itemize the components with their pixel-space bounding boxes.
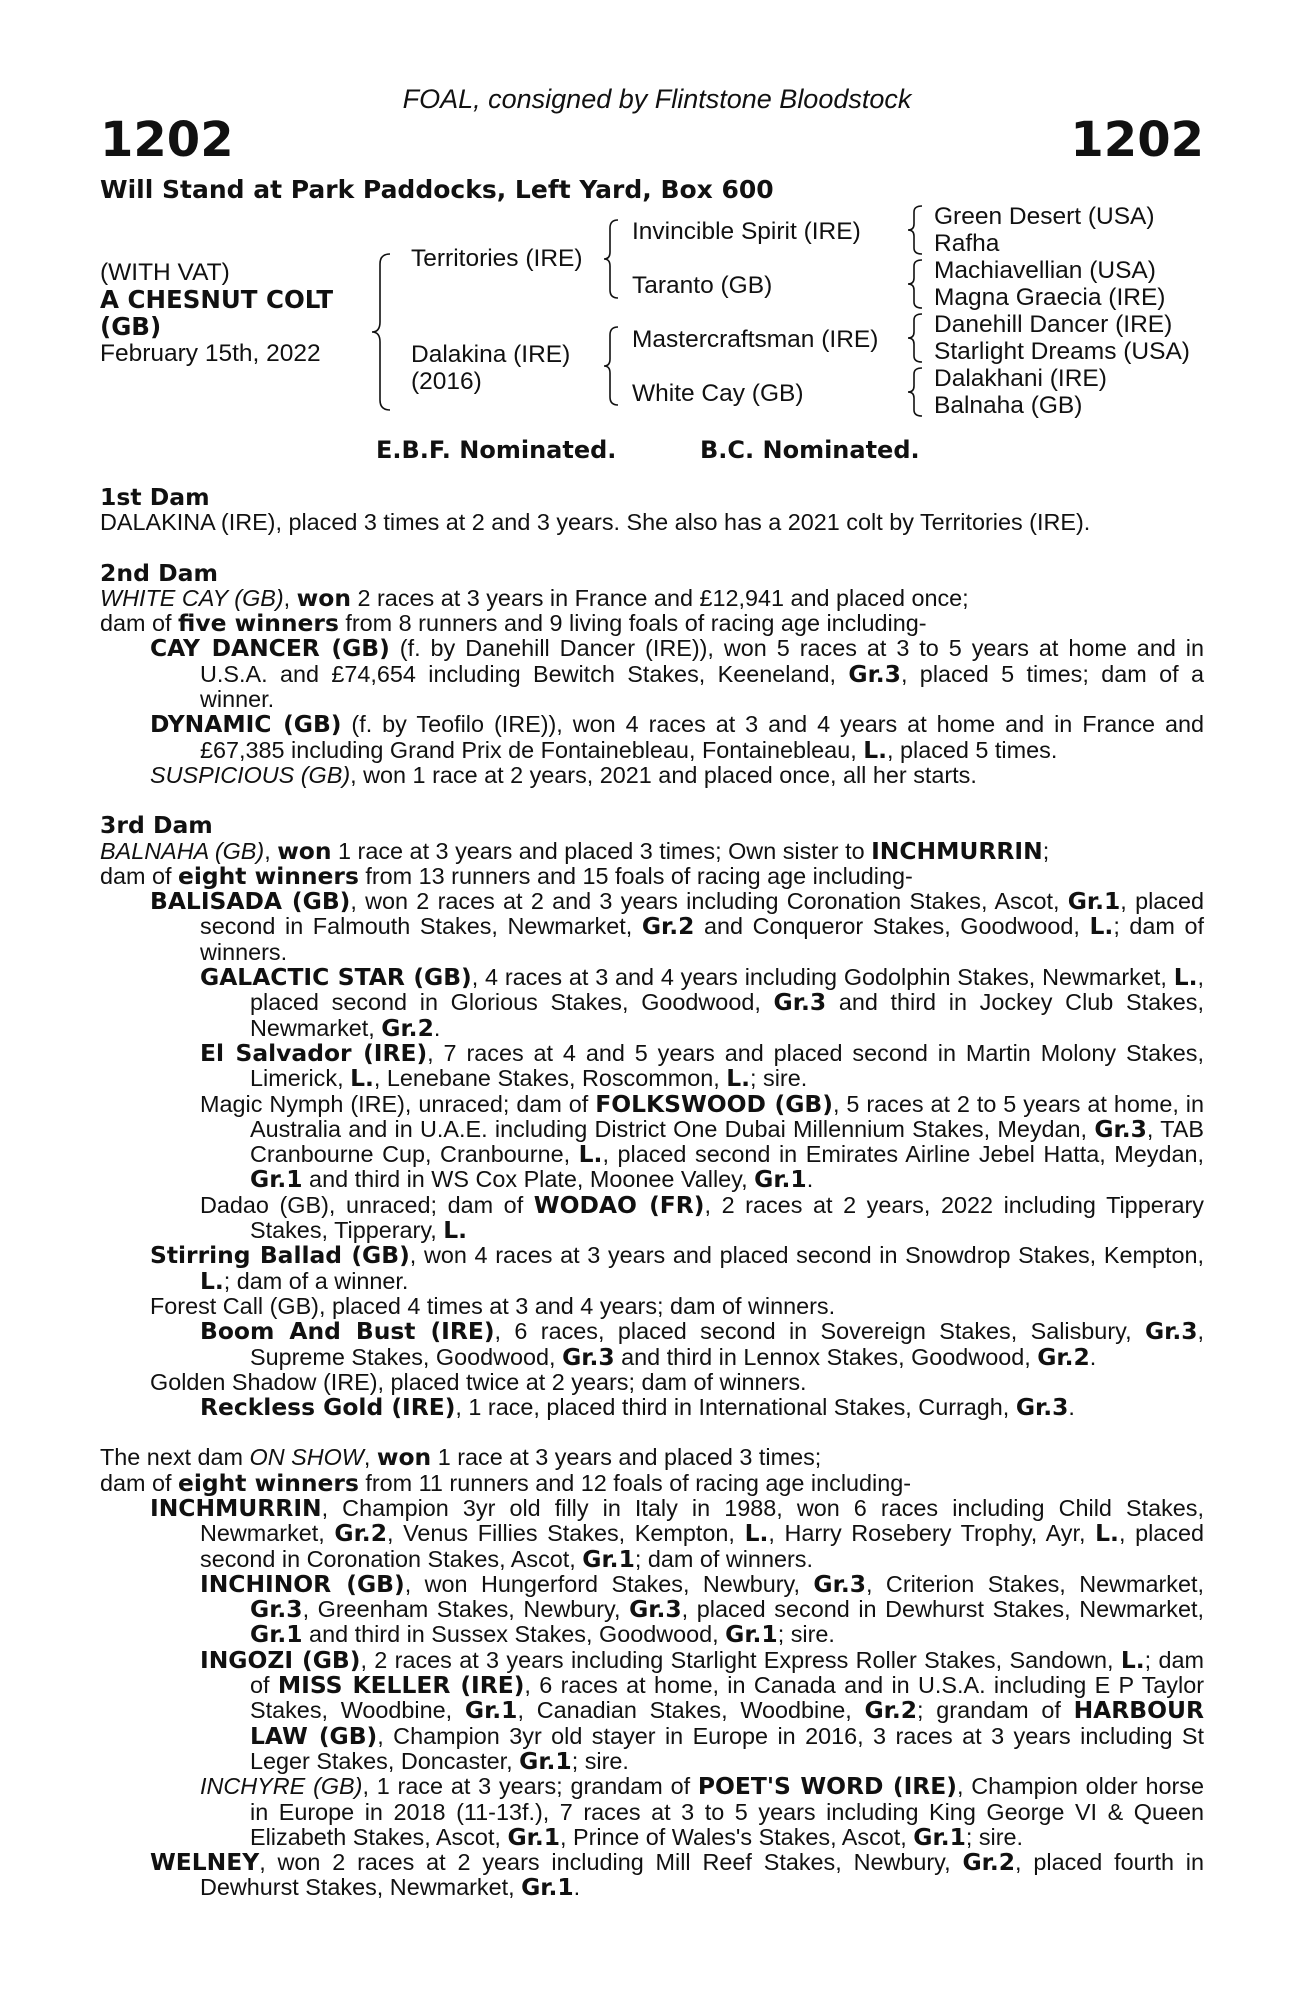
sire-dam: Taranto (GB) (632, 272, 773, 299)
produce-cay-dancer: CAY DANCER (GB) (f. by Danehill Dancer (IRE)), won 5 races at 3 to 5 years at home and in U.S.A. and £74,654 including Bewitch Stakes, Keeneland, Gr.3, placed 5 times; dam of a winner. (150, 634, 1205, 713)
produce-dynamic: DYNAMIC (GB) (f. by Teofilo (IRE)), won 4 races at 3 and 4 years at home and in France and £67,385 including Grand Prix de Fontainebleau, Fontainebleau, L., placed 5 times. (150, 710, 1204, 764)
produce-suspicious: SUSPICIOUS (GB), won 1 race at 2 years, 2021 and placed once, all her starts. (150, 761, 977, 788)
g-dsd: Starlight Dreams (USA) (934, 338, 1190, 365)
dam-year: (2016) (411, 368, 482, 395)
third-dam-heading: 3rd Dam (100, 811, 213, 840)
next-dam-intro: The next dam ON SHOW, won 1 race at 3 years and placed 3 times; dam of eight winners from 11 runners and 12 foals of racing age including- (100, 1443, 912, 1497)
pedigree-brace-4 (906, 366, 926, 418)
sire: Territories (IRE) (411, 245, 583, 272)
pedigree-brace-2 (906, 258, 926, 310)
dam-sire: Mastercraftsman (IRE) (632, 326, 879, 353)
foal-name: A CHESNUT COLT (100, 285, 334, 314)
stand-location: Will Stand at Park Paddocks, Left Yard, Box 600 (100, 175, 774, 204)
second-dam-heading: 2nd Dam (100, 558, 218, 587)
produce-inchyre: INCHYRE (GB), 1 race at 3 years; grandam of POET'S WORD (IRE), Champion older horse in Europe in 2018 (11-13f.), 7 races at 3 to 5 years including King George VI & Queen Elizabeth Stakes, Ascot, Gr.1, Prince of Wales's Stakes, Ascot, Gr.1; sire. (200, 1772, 1204, 1851)
produce-magic-nymph: Magic Nymph (IRE), unraced; dam of FOLKSWOOD (GB), 5 races at 2 to 5 years at home, in Australia and in U.A.E. including District One Dubai Millennium Stakes, Meydan, Gr.3, TAB Cranbourne Cup, Cranbourne, L., placed second in Emirates Airline Jebel Hatta, Meydan, Gr.1 and third in WS Cox Plate, Moonee Valley, Gr.1. (200, 1089, 1205, 1194)
dam-dam: White Cay (GB) (632, 380, 804, 407)
foal-dob: February 15th, 2022 (100, 340, 321, 367)
ebf-nomination: E.B.F. Nominated. (376, 436, 617, 464)
produce-golden-shadow: Golden Shadow (IRE), placed twice at 2 years; dam of winners. (150, 1368, 807, 1395)
g-sds: Machiavellian (USA) (934, 257, 1156, 284)
produce-dadao: Dadao (GB), unraced; dam of WODAO (FR), 2 races at 2 years, 2022 including Tipperary Stakes, Tipperary, L. (200, 1190, 1204, 1245)
g-dss: Danehill Dancer (IRE) (934, 311, 1173, 338)
second-dam-intro: WHITE CAY (GB), won 2 races at 3 years in France and £12,941 and placed once; dam of five winners from 8 runners and 9 living foals of racing age including- (100, 583, 969, 638)
pedigree-brace-main (370, 252, 394, 412)
dam: Dalakina (IRE) (411, 341, 571, 368)
produce-reckless-gold: Reckless Gold (IRE), 1 race, placed third in International Stakes, Curragh, Gr.3. (200, 1393, 1075, 1422)
pedigree-brace-dam (602, 325, 622, 407)
produce-galactic-star: GALACTIC STAR (GB), 4 races at 3 and 4 years including Godolphin Stakes, Newmarket, L., placed second in Glorious Stakes, Goodwood, Gr.3 and third in Jockey Club Stakes, Newmarket, Gr.2. (200, 963, 1204, 1042)
third-dam-intro: BALNAHA (GB), won 1 race at 3 years and placed 3 times; Own sister to INCHMURRIN; dam of eight winners from 13 runners and 15 foals of racing age including- (100, 836, 1050, 890)
produce-welney: WELNEY, won 2 races at 2 years including Mill Reef Stakes, Newbury, Gr.2, placed fourth in Dewhurst Stakes, Newmarket, Gr.1. (150, 1848, 1204, 1902)
g-sdd: Magna Graecia (IRE) (934, 284, 1166, 311)
foal-origin: (GB) (100, 312, 162, 341)
g-sss: Green Desert (USA) (934, 203, 1155, 230)
g-dds: Dalakhani (IRE) (934, 365, 1107, 392)
sire-sire: Invincible Spirit (IRE) (632, 218, 861, 245)
pedigree-brace-1 (906, 204, 926, 256)
produce-forest-call: Forest Call (GB), placed 4 times at 3 and 4 years; dam of winners. (150, 1292, 836, 1319)
first-dam-heading: 1st Dam (100, 483, 210, 511)
produce-el-salvador: El Salvador (IRE), 7 races at 4 and 5 years and placed second in Martin Molony Stakes, Limerick, L., Lenebane Stakes, Roscommon, L.; sire. (200, 1038, 1205, 1093)
produce-stirring-ballad: Stirring Ballad (GB), won 4 races at 3 years and placed second in Snowdrop Stakes, Kempton, L.; dam of a winner. (150, 1241, 1204, 1295)
g-ssd: Rafha (934, 230, 1000, 257)
produce-ingozi: INGOZI (GB), 2 races at 3 years including Starlight Express Roller Stakes, Sandown, L.; dam of MISS KELLER (IRE), 6 races at home, in Canada and in U.S.A. including E P Taylor Stakes, Woodbine, Gr.1, Canadian Stakes, Woodbine, Gr.2; grandam of HARBOUR LAW (GB), Champion 3yr old stayer in Europe in 2016, 3 races at 3 years including St Leger Stakes, Doncaster, Gr.1; sire. (200, 1645, 1205, 1775)
vat-note: (WITH VAT) (100, 259, 230, 286)
produce-inchmurrin: INCHMURRIN, Champion 3yr old filly in Italy in 1988, won 6 races including Child Stakes, Newmarket, Gr.2, Venus Fillies Stakes, Kempton, L., Harry Rosebery Trophy, Ayr, L., placed second in Coronation Stakes, Ascot, Gr.1; dam of winners. (150, 1493, 1204, 1573)
produce-inchinor: INCHINOR (GB), won Hungerford Stakes, Newbury, Gr.3, Criterion Stakes, Newmarket, Gr.3, Greenham Stakes, Newbury, Gr.3, placed second in Dewhurst Stakes, Newmarket, Gr.1 and third in Sussex Stakes, Goodwood, Gr.1; sire. (200, 1569, 1204, 1649)
bc-nomination: B.C. Nominated. (700, 436, 920, 464)
lot-number-left: 1202 (100, 112, 234, 168)
produce-balisada: BALISADA (GB), won 2 races at 2 and 3 years including Coronation Stakes, Ascot, Gr.1, placed second in Falmouth Stakes, Newmarket, Gr.2 and Conqueror Stakes, Goodwood, L.; dam of winners. (150, 887, 1205, 965)
catalogue-body (100, 485, 1204, 1901)
pedigree-brace-sire (602, 218, 622, 300)
produce-boom-and-bust: Boom And Bust (IRE), 6 races, placed second in Sovereign Stakes, Salisbury, Gr.3, Supreme Stakes, Goodwood, Gr.3 and third in Lennox Stakes, Goodwood, Gr.2. (200, 1317, 1204, 1371)
consignor-subtitle: FOAL, consigned by Flintstone Bloodstock (402, 84, 912, 114)
g-ddd: Balnaha (GB) (934, 392, 1083, 419)
lot-number-right: 1202 (1070, 112, 1204, 168)
pedigree-brace-3 (906, 312, 926, 364)
first-dam-text: DALAKINA (IRE), placed 3 times at 2 and 3 years. She also has a 2021 colt by Territories (IRE). (100, 509, 1091, 536)
